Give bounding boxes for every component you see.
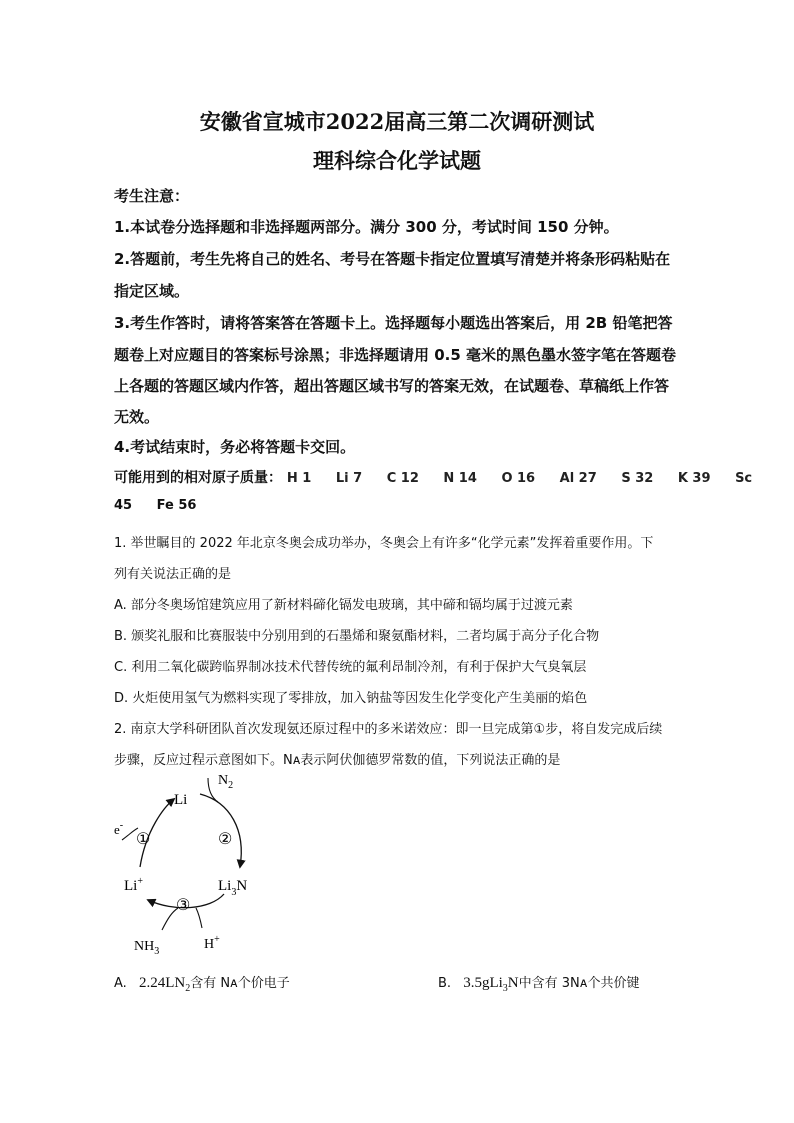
note-line: 无效。: [114, 408, 160, 426]
species-li3n: $Li_3N$: [218, 878, 248, 898]
note-line: 1.本试卷分选择题和非选择题两部分。满分 300 分，考试时间 150 分钟。: [114, 218, 619, 236]
atomic-mass-item: Fe 56: [156, 498, 197, 513]
q1-stem: 列有关说法正确的是: [114, 567, 232, 582]
atomic-mass-item: Sc: [735, 471, 753, 486]
atomic-mass-label: 可能用到的相对原子质量：: [114, 470, 282, 486]
note-line: 3.考生作答时，请将答案答在答题卡上。选择题每小题选出答案后，用 2B 铅笔把答: [114, 314, 673, 332]
atomic-mass-line: [114, 467, 772, 487]
atomic-mass-item: 45: [114, 498, 133, 513]
species-li-ion: Li+: [124, 876, 143, 894]
q2-stem: 步骤，反应过程示意图如下。Nᴀ表示阿伏伽德罗常数的值，下列说法正确的是: [114, 753, 561, 768]
species-n2: $N_2$: [218, 773, 234, 791]
q1-option-d: D. 火炬使用氢气为燃料实现了零排放，加入钠盐等因发生化学变化产生美丽的焰色: [114, 691, 588, 706]
reaction-cycle-diagram: [112, 772, 312, 957]
notes-heading: 考生注意：: [114, 187, 190, 205]
atomic-mass-item: Li 7: [335, 471, 363, 486]
atomic-mass-item: C 12: [386, 471, 419, 486]
h-ion-input-arrow: [196, 908, 202, 928]
q1-option-b: B. 颁奖礼服和比赛服装中分别用到的石墨烯和聚氨酯材料，二者均属于高分子化合物: [114, 629, 600, 644]
note-line: 上各题的答题区域内作答，超出答题区域书写的答案无效，在试题卷、草稿纸上作答: [114, 377, 670, 395]
atomic-mass-item: K 39: [677, 471, 711, 486]
note-line: 题卷上对应题目的答案标号涂黑；非选择题请用 0.5 毫米的黑色墨水签字笔在答题卷: [114, 346, 677, 364]
q2-option-b: B. 3.5gLi$_3$N中含有 3Nᴀ个共价键: [438, 975, 640, 994]
q2-option-a-formula: $2.24LN_2$: [138, 975, 191, 994]
species-h-ion: H+: [204, 934, 220, 952]
note-line: 2.答题前，考生先将自己的姓名、考号在答题卡指定位置填写清楚并将条形码粘贴在: [114, 250, 671, 268]
q2-option-b-formula: 3.5gLi$_3$N: [463, 975, 519, 994]
species-li: Li: [174, 792, 188, 808]
q2-stem: 2. 南京大学科研团队首次发现氨还原过程中的多米诺效应：即一旦完成第①步，将自发完成后续: [114, 722, 663, 737]
atomic-mass-item: Al 27: [559, 471, 597, 486]
note-line: 指定区域。: [114, 282, 190, 300]
q1-stem: 1. 举世瞩目的 2022 年北京冬奥会成功举办，冬奥会上有许多“化学元素”发挥着重要作用。下: [114, 536, 654, 551]
atomic-mass-item: S 32: [621, 471, 654, 486]
step-3-label: ③: [176, 897, 191, 914]
step-2-label: ②: [218, 831, 233, 848]
atomic-mass-item: H 1: [286, 471, 312, 486]
species-electron: e-: [114, 820, 124, 837]
atomic-mass-item: O 16: [501, 471, 536, 486]
q1-option-c: C. 利用二氧化碳跨临界制冰技术代替传统的氟利昂制冷剂，有利于保护大气臭氧层: [114, 660, 587, 675]
atomic-mass-line-2: [114, 498, 196, 513]
step-1-label: ①: [136, 831, 151, 848]
q1-option-a: A. 部分冬奥场馆建筑应用了新材料碲化镉发电玻璃，其中碲和镉均属于过渡元素: [114, 598, 573, 613]
exam-title: 安徽省宣城市2022届高三第二次调研测试: [199, 109, 595, 134]
exam-subtitle: 理科综合化学试题: [313, 148, 481, 173]
note-line: 4.考试结束时，务必将答题卡交回。: [114, 438, 356, 456]
atomic-mass-item: N 14: [443, 471, 477, 486]
q2-option-a: A. $2.24LN_2$含有 Nᴀ个价电子: [114, 975, 290, 994]
species-nh3: $NH_3$: [134, 939, 160, 957]
